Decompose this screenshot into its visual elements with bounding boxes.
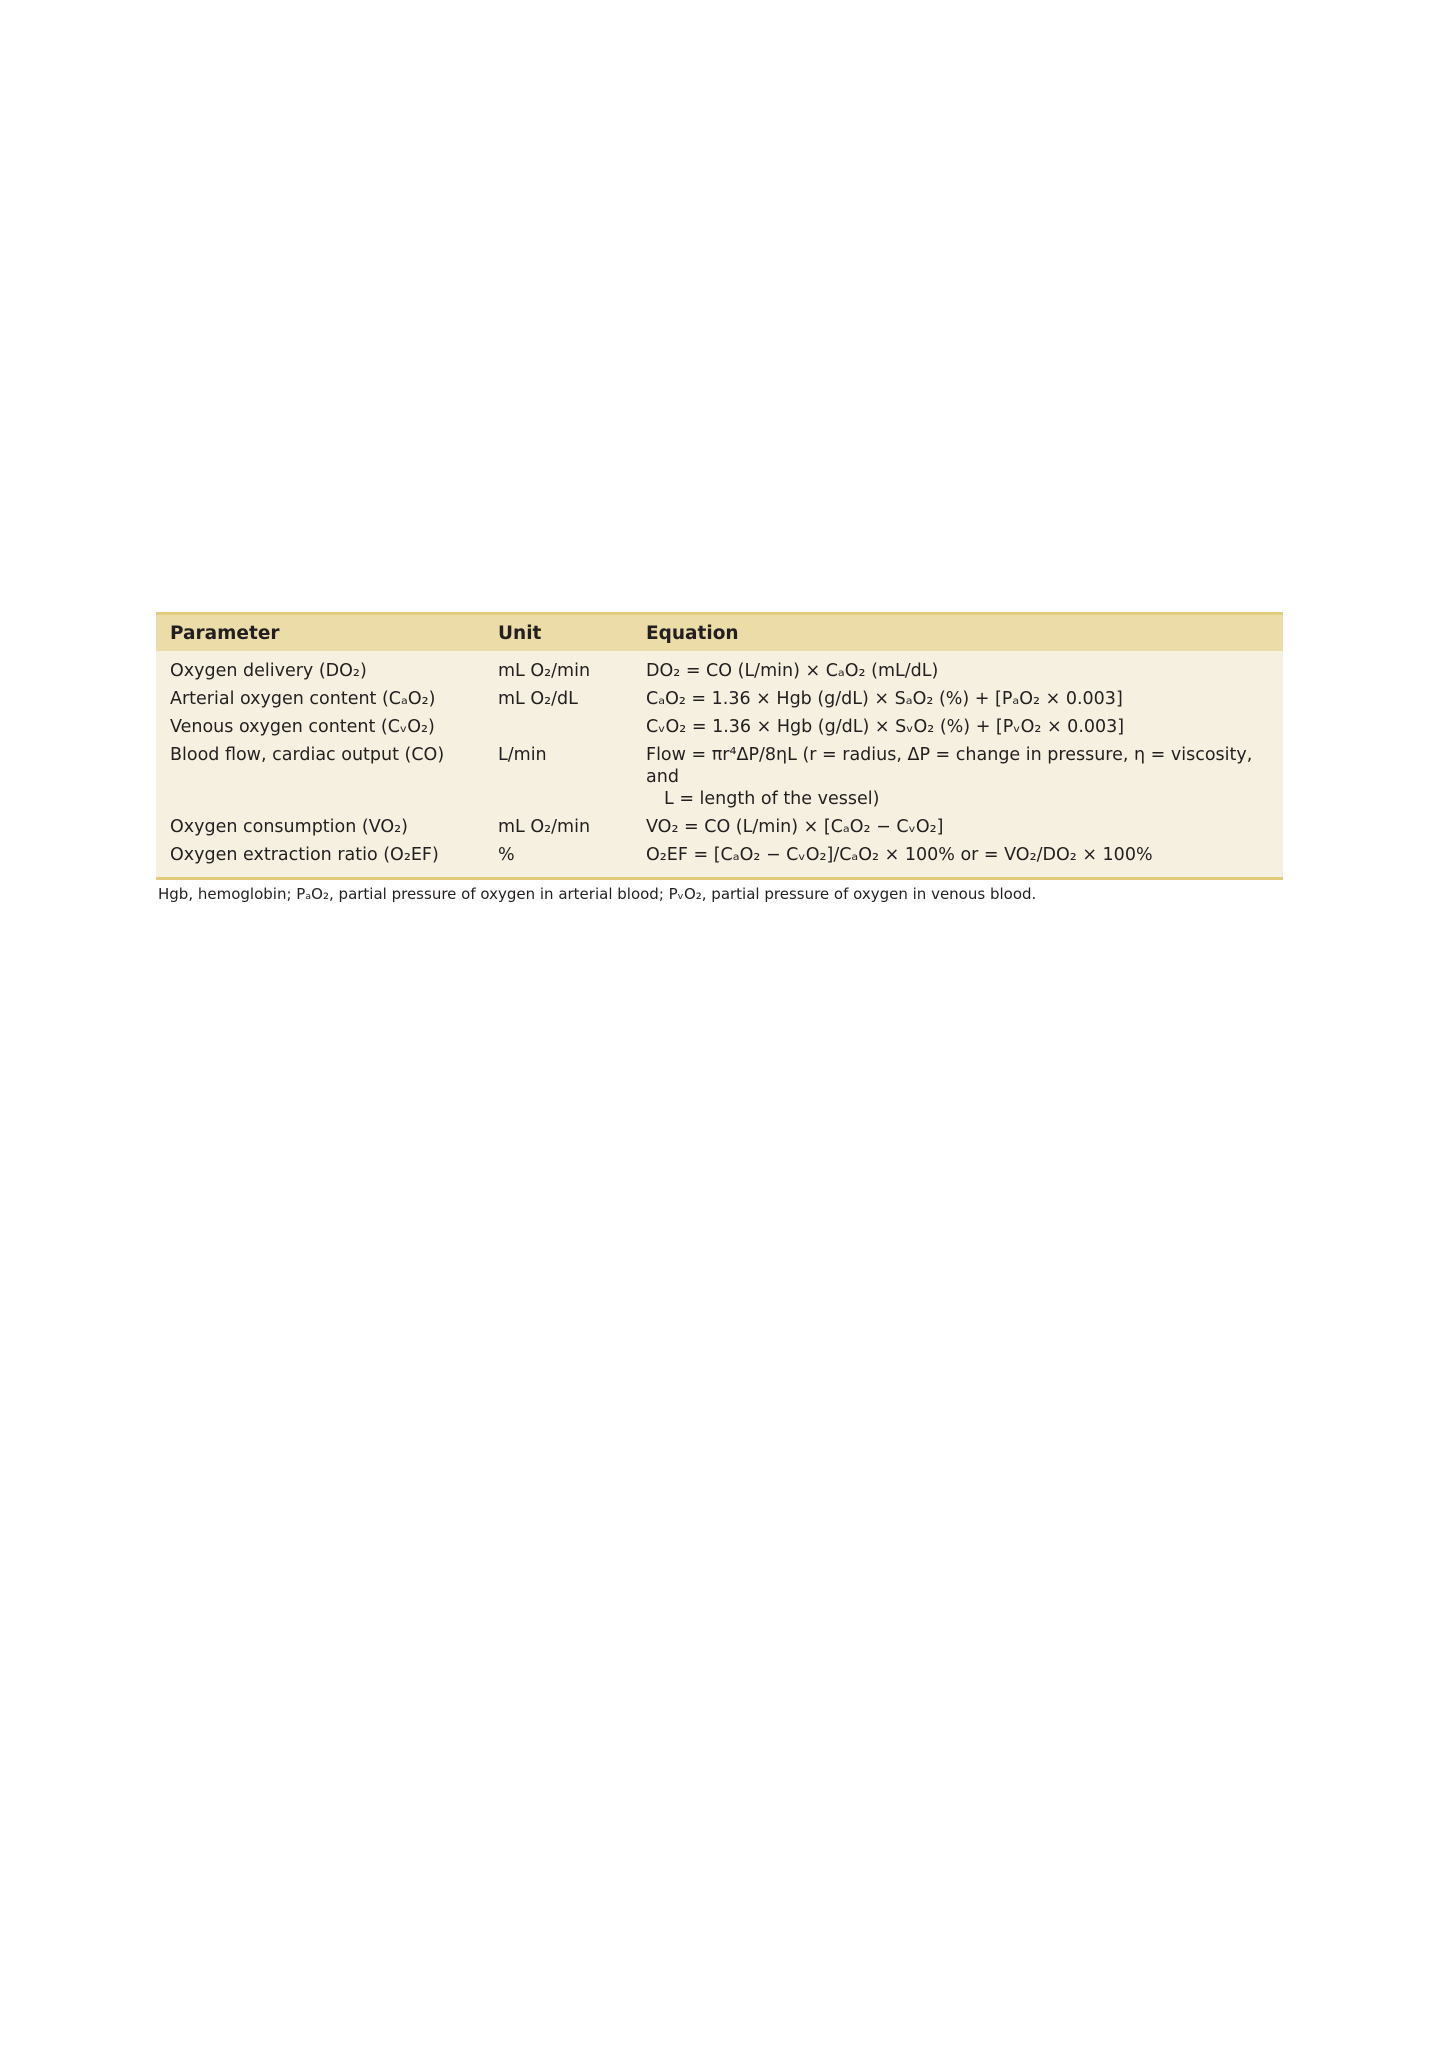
- equation-cell: [646, 816, 1283, 838]
- equation-text: CₐO₂ = 1.36 × Hgb (g/dL) × SₐO₂ (%) + [PₐO₂ × 0.003]: [646, 689, 1123, 709]
- equation-cell: [646, 844, 1283, 866]
- equation-cell: [646, 660, 1283, 682]
- header-unit: Unit: [498, 622, 542, 644]
- parameter-cell: Blood flow, cardiac output (CO): [170, 745, 445, 765]
- parameter-cell: Oxygen extraction ratio (O₂EF): [170, 845, 439, 865]
- parameter-cell: Venous oxygen content (CᵥO₂): [170, 717, 435, 737]
- table-row: [156, 713, 1283, 741]
- header-parameter: Parameter: [170, 622, 280, 644]
- unit-cell: mL O₂/min: [498, 661, 591, 681]
- parameter-cell: Arterial oxygen content (CₐO₂): [170, 689, 436, 709]
- unit-cell: [498, 716, 646, 738]
- parameter-cell: Oxygen consumption (VO₂): [170, 817, 408, 837]
- table-row: [156, 741, 1283, 813]
- oxygen-parameters-table: [156, 612, 1283, 880]
- equation-text: VO₂ = CO (L/min) × [CₐO₂ − CᵥO₂]: [646, 817, 944, 837]
- table-row: [156, 813, 1283, 841]
- equation-text: Flow = πr⁴ΔP/8ηL (r = radius, ΔP = change in pressure, η = viscosity, and: [646, 745, 1253, 787]
- table-header-row: [156, 615, 1283, 651]
- unit-cell: mL O₂/min: [498, 817, 591, 837]
- equation-text: O₂EF = [CₐO₂ − CᵥO₂]/CₐO₂ × 100% or = VO₂/DO₂ × 100%: [646, 845, 1153, 865]
- equation-cell: [646, 688, 1283, 710]
- equation-cell: [646, 716, 1283, 738]
- unit-cell: L/min: [498, 745, 547, 765]
- table-row: [156, 657, 1283, 685]
- oxygen-parameters-table-block: [156, 612, 1283, 903]
- table-footnote: Hgb, hemoglobin; PₐO₂, partial pressure of oxygen in arterial blood; PᵥO₂, partial pressure of oxygen in venous blood.: [158, 885, 1037, 903]
- unit-cell: mL O₂/dL: [498, 689, 578, 709]
- table-row: [156, 685, 1283, 713]
- unit-cell: %: [498, 845, 515, 865]
- equation-continuation: L = length of the vessel): [664, 789, 880, 809]
- table-body: [156, 651, 1283, 877]
- equation-cell: [646, 744, 1283, 810]
- parameter-cell: Oxygen delivery (DO₂): [170, 661, 367, 681]
- table-row: [156, 841, 1283, 869]
- equation-text: CᵥO₂ = 1.36 × Hgb (g/dL) × SᵥO₂ (%) + [PᵥO₂ × 0.003]: [646, 717, 1125, 737]
- equation-text: DO₂ = CO (L/min) × CₐO₂ (mL/dL): [646, 661, 939, 681]
- header-equation: Equation: [646, 622, 739, 644]
